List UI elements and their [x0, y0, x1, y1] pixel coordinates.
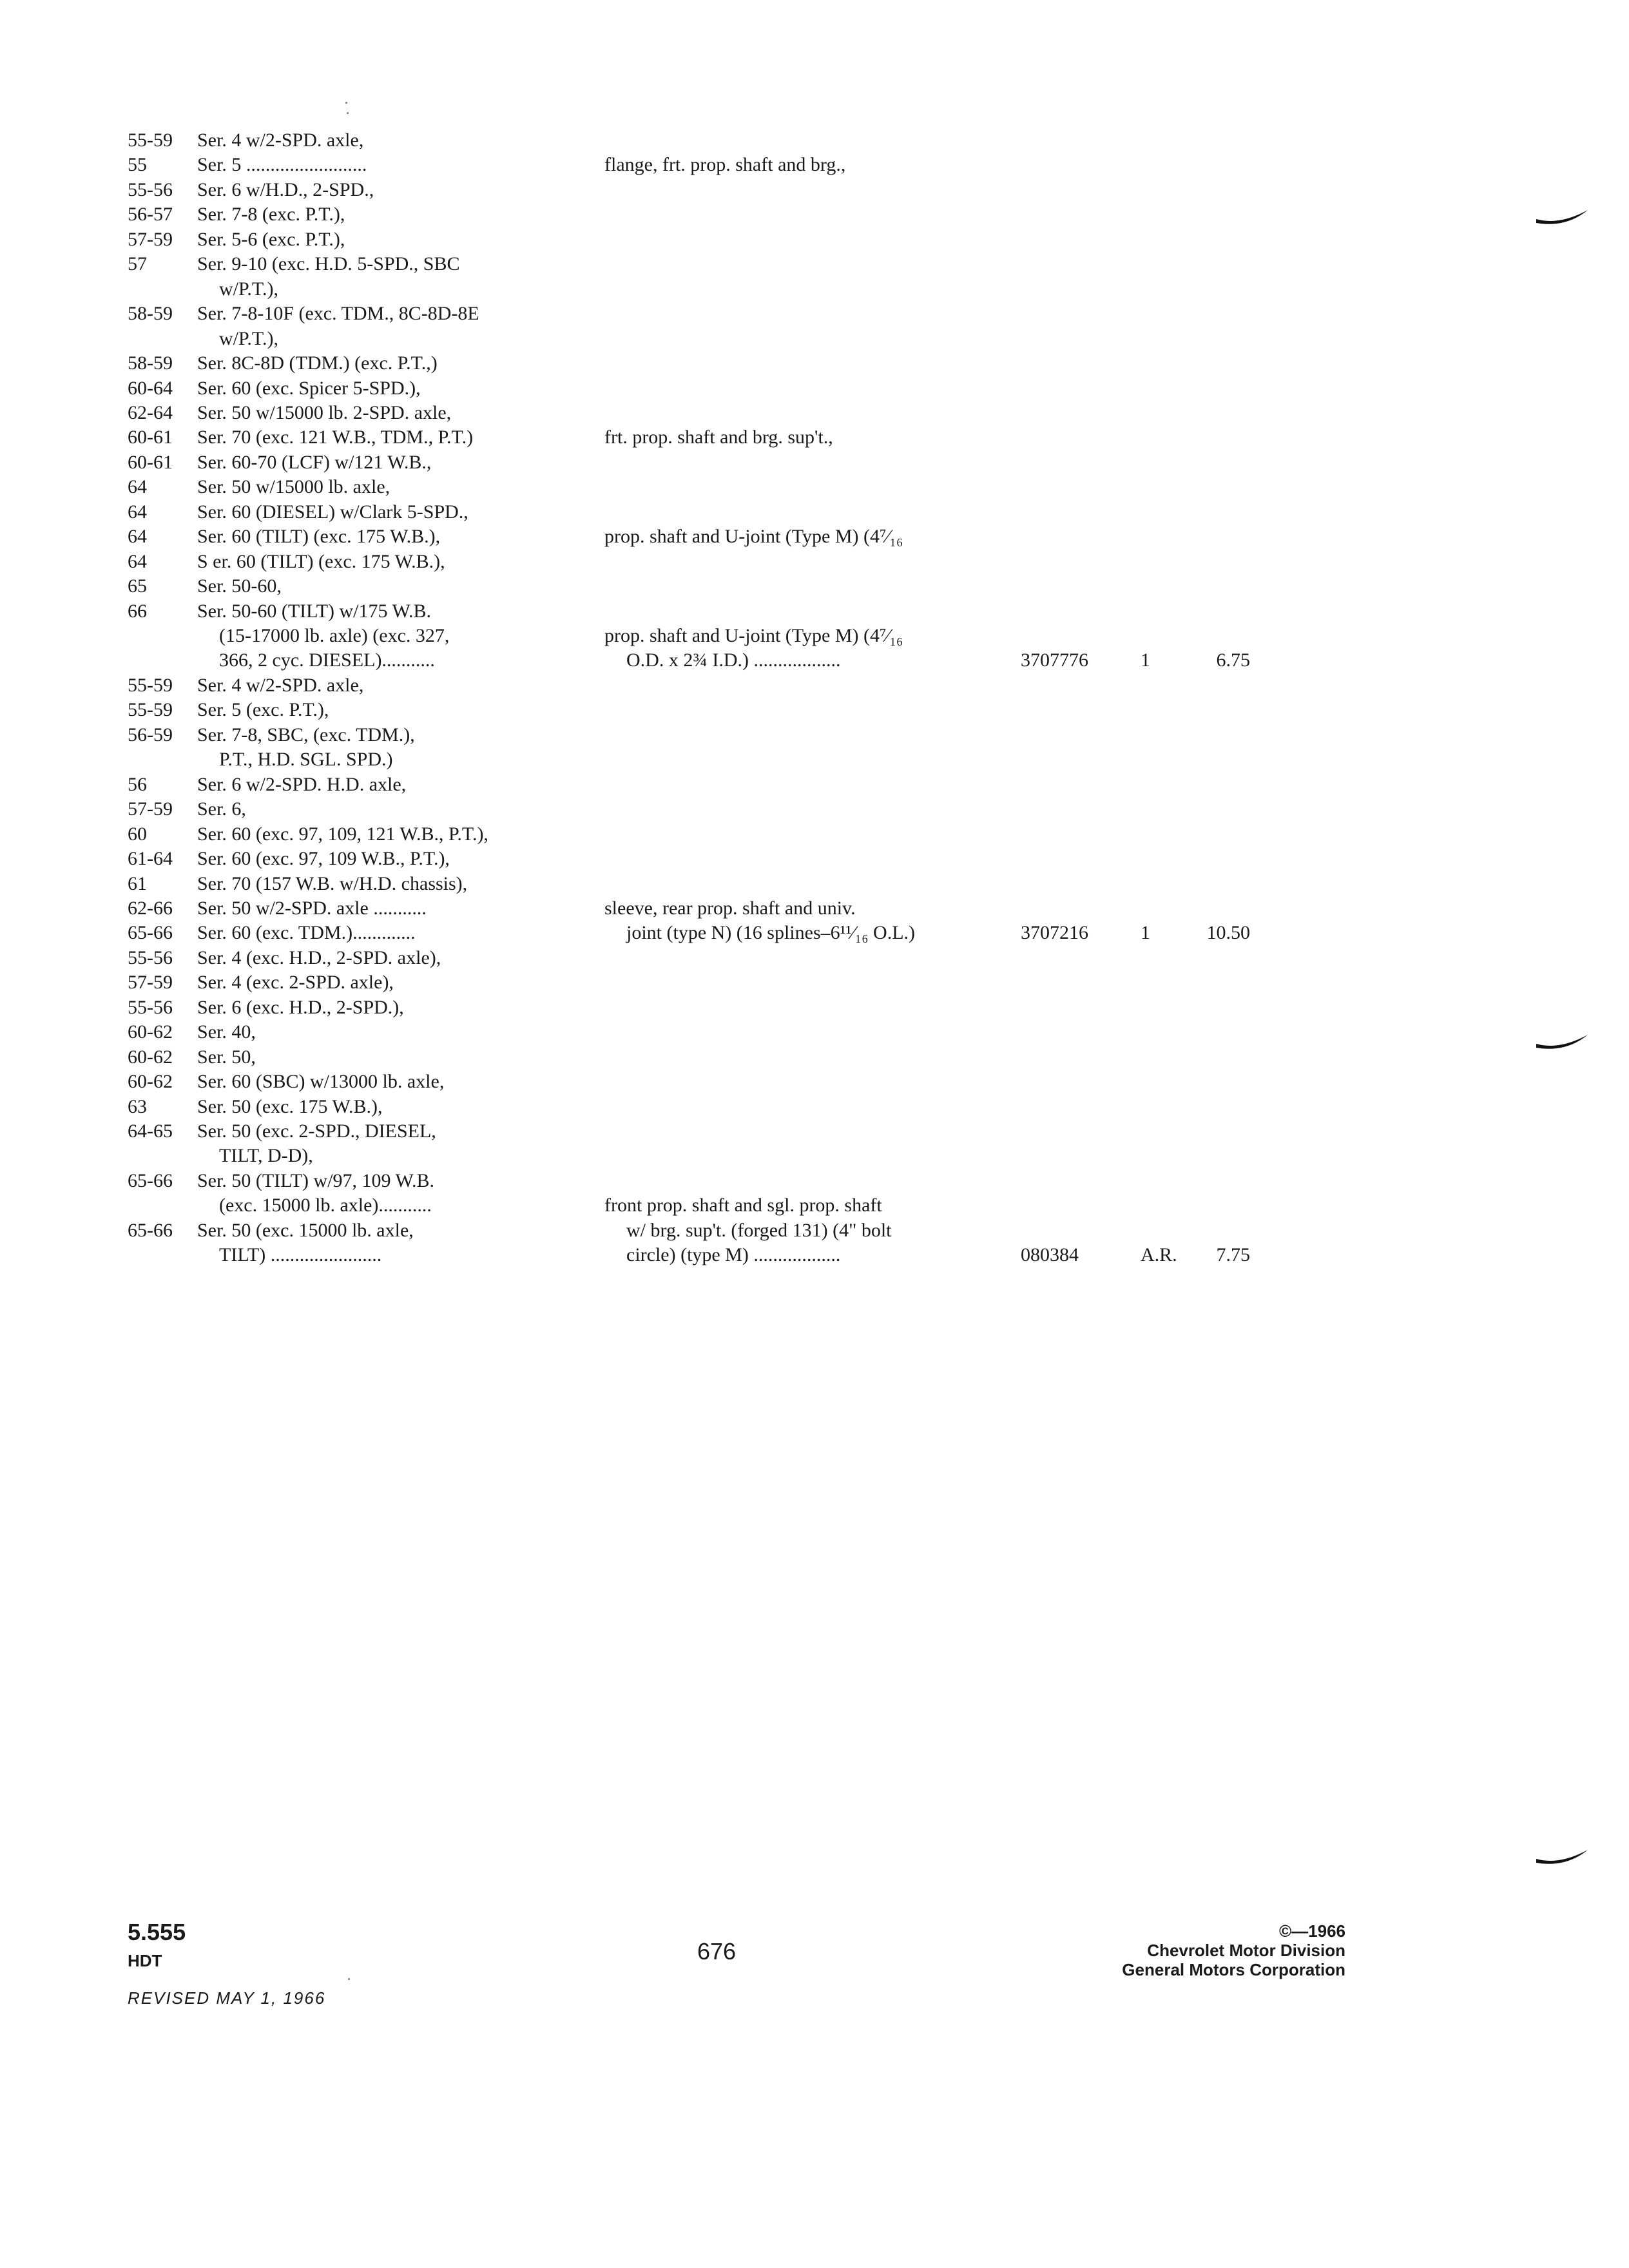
price: 6.75	[1216, 649, 1250, 671]
page-number: 676	[697, 1938, 737, 1965]
model-years: 64	[128, 501, 147, 523]
model-years: 65-66	[128, 922, 173, 943]
series-spec: Ser. 50 (exc. 15000 lb. axle,	[197, 1220, 414, 1241]
model-years: 60-61	[128, 452, 173, 473]
series-spec: Ser. 5-6 (exc. P.T.),	[197, 229, 345, 250]
model-years: 65-66	[128, 1220, 173, 1241]
model-years: 57-59	[128, 972, 173, 993]
model-years: 63	[128, 1096, 147, 1117]
series-spec-continued: (15-17000 lb. axle) (exc. 327,	[219, 625, 450, 646]
series-spec: Ser. 60 (exc. 97, 109 W.B., P.T.),	[197, 848, 450, 869]
part-description-continued: O.D. x 2¾ I.D.) ..................	[626, 649, 841, 671]
series-spec: Ser. 50-60 (TILT) w/175 W.B.	[197, 601, 432, 622]
model-years: 64-65	[128, 1120, 173, 1142]
series-spec: Ser. 60 (exc. TDM.).............	[197, 922, 416, 943]
model-years: 57-59	[128, 798, 173, 820]
part-description: flange, frt. prop. shaft and brg.,	[604, 154, 846, 175]
model-years: 55-56	[128, 179, 173, 200]
speck	[347, 112, 349, 114]
series-spec: Ser. 70 (157 W.B. w/H.D. chassis),	[197, 873, 468, 894]
series-spec: Ser. 6 w/H.D., 2-SPD.,	[197, 179, 374, 200]
series-spec: Ser. 50 w/15000 lb. axle,	[197, 476, 390, 497]
series-spec: Ser. 60 (DIESEL) w/Clark 5-SPD.,	[197, 501, 468, 523]
quantity: 1	[1141, 649, 1150, 671]
model-years: 60-62	[128, 1046, 173, 1068]
series-spec: Ser. 50 (exc. 2-SPD., DIESEL,	[197, 1120, 436, 1142]
part-description-continued: w/ brg. sup't. (forged 131) (4" bolt	[626, 1220, 892, 1241]
model-years: 61	[128, 873, 147, 894]
quantity: A.R.	[1141, 1244, 1177, 1265]
series-spec: Ser. 9-10 (exc. H.D. 5-SPD., SBC	[197, 253, 460, 274]
series-spec: Ser. 7-8 (exc. P.T.),	[197, 204, 345, 225]
part-description: prop. shaft and U-joint (Type M) (4⁷⁄₁₆	[604, 625, 903, 646]
model-years: 55-56	[128, 947, 173, 968]
model-years: 66	[128, 601, 147, 622]
series-spec: Ser. 50 (exc. 175 W.B.),	[197, 1096, 383, 1117]
model-years: 62-64	[128, 402, 173, 423]
series-spec: Ser. 70 (exc. 121 W.B., TDM., P.T.)	[197, 427, 474, 448]
corporation-name: General Motors Corporation	[1122, 1960, 1345, 1979]
model-years: 60-64	[128, 378, 173, 399]
binder-mark-icon	[1534, 1024, 1592, 1057]
model-years: 64	[128, 526, 147, 547]
model-years: 64	[128, 476, 147, 497]
copyright-block	[1122, 1921, 1345, 1979]
model-years: 56-57	[128, 204, 173, 225]
series-spec: Ser. 40,	[197, 1021, 256, 1043]
series-spec: Ser. 50 w/15000 lb. 2-SPD. axle,	[197, 402, 452, 423]
model-years: 57-59	[128, 229, 173, 250]
series-spec: Ser. 6 (exc. H.D., 2-SPD.),	[197, 997, 404, 1018]
series-spec: Ser. 8C-8D (TDM.) (exc. P.T.,)	[197, 352, 438, 374]
series-spec: Ser. 60 (TILT) (exc. 175 W.B.),	[197, 526, 441, 547]
binder-mark-icon	[1534, 1840, 1592, 1872]
catalog-code: HDT	[128, 1951, 162, 1970]
model-years: 64	[128, 551, 147, 572]
series-spec: Ser. 60 (SBC) w/13000 lb. axle,	[197, 1071, 445, 1092]
series-spec-continued: 366, 2 cyc. DIESEL)...........	[219, 649, 435, 671]
series-spec: Ser. 50 w/2-SPD. axle ...........	[197, 898, 427, 919]
series-spec: Ser. 4 (exc. H.D., 2-SPD. axle),	[197, 947, 441, 968]
series-spec: Ser. 4 w/2-SPD. axle,	[197, 130, 364, 151]
model-years: 58-59	[128, 303, 173, 324]
series-spec: Ser. 60-70 (LCF) w/121 W.B.,	[197, 452, 432, 473]
price: 7.75	[1216, 1244, 1250, 1265]
model-years: 58-59	[128, 352, 173, 374]
model-years: 57	[128, 253, 147, 274]
series-spec: S er. 60 (TILT) (exc. 175 W.B.),	[197, 551, 445, 572]
model-years: 60-62	[128, 1071, 173, 1092]
speck	[348, 1978, 350, 1980]
part-number: 3707216	[1021, 922, 1088, 943]
part-description-continued: joint (type N) (16 splines–6¹¹⁄₁₆ O.L.)	[626, 922, 916, 943]
part-description: front prop. shaft and sgl. prop. shaft	[604, 1195, 882, 1216]
series-spec: Ser. 5 (exc. P.T.),	[197, 699, 329, 720]
model-years: 55	[128, 154, 147, 175]
price: 10.50	[1206, 922, 1250, 943]
model-years: 60-62	[128, 1021, 173, 1043]
model-years: 55-59	[128, 675, 173, 696]
part-number: 080384	[1021, 1244, 1079, 1265]
series-spec: Ser. 4 w/2-SPD. axle,	[197, 675, 364, 696]
series-spec-continued: (exc. 15000 lb. axle)...........	[219, 1195, 432, 1216]
division-name: Chevrolet Motor Division	[1147, 1941, 1345, 1960]
part-description: frt. prop. shaft and brg. sup't.,	[604, 427, 833, 448]
series-spec: Ser. 5 .........................	[197, 154, 367, 175]
series-spec: Ser. 4 (exc. 2-SPD. axle),	[197, 972, 394, 993]
series-spec: Ser. 7-8-10F (exc. TDM., 8C-8D-8E	[197, 303, 479, 324]
part-description: sleeve, rear prop. shaft and univ.	[604, 898, 856, 919]
model-years: 65	[128, 575, 147, 597]
model-years: 56-59	[128, 724, 173, 745]
series-spec: Ser. 60 (exc. 97, 109, 121 W.B., P.T.),	[197, 823, 488, 845]
series-spec-continued: w/P.T.),	[219, 328, 278, 349]
revision-date: REVISED MAY 1, 1966	[128, 1988, 326, 2008]
model-years: 55-59	[128, 130, 173, 151]
binder-mark-icon	[1534, 200, 1592, 232]
model-years: 56	[128, 774, 147, 795]
model-years: 60-61	[128, 427, 173, 448]
series-spec: Ser. 50-60,	[197, 575, 282, 597]
model-years: 55-56	[128, 997, 173, 1018]
series-spec: Ser. 6 w/2-SPD. H.D. axle,	[197, 774, 407, 795]
model-years: 60	[128, 823, 147, 845]
model-years: 62-66	[128, 898, 173, 919]
series-spec: Ser. 6,	[197, 798, 246, 820]
series-spec: Ser. 50 (TILT) w/97, 109 W.B.	[197, 1170, 435, 1191]
series-spec-continued: TILT) .......................	[219, 1244, 382, 1265]
copyright-year: ©—1966	[1279, 1921, 1345, 1941]
series-spec-continued: TILT, D-D),	[219, 1145, 313, 1166]
part-description-continued: circle) (type M) ..................	[626, 1244, 841, 1265]
series-spec: Ser. 50,	[197, 1046, 256, 1068]
series-spec: Ser. 7-8, SBC, (exc. TDM.),	[197, 724, 415, 745]
part-number: 3707776	[1021, 649, 1088, 671]
speck	[345, 102, 347, 104]
model-years: 61-64	[128, 848, 173, 869]
series-spec: Ser. 60 (exc. Spicer 5-SPD.),	[197, 378, 421, 399]
model-years: 55-59	[128, 699, 173, 720]
model-years: 65-66	[128, 1170, 173, 1191]
series-spec-continued: P.T., H.D. SGL. SPD.)	[219, 749, 393, 770]
section-number: 5.555	[128, 1919, 186, 1945]
series-spec-continued: w/P.T.),	[219, 278, 278, 300]
part-description: prop. shaft and U-joint (Type M) (4⁷⁄₁₆	[604, 526, 903, 547]
quantity: 1	[1141, 922, 1150, 943]
